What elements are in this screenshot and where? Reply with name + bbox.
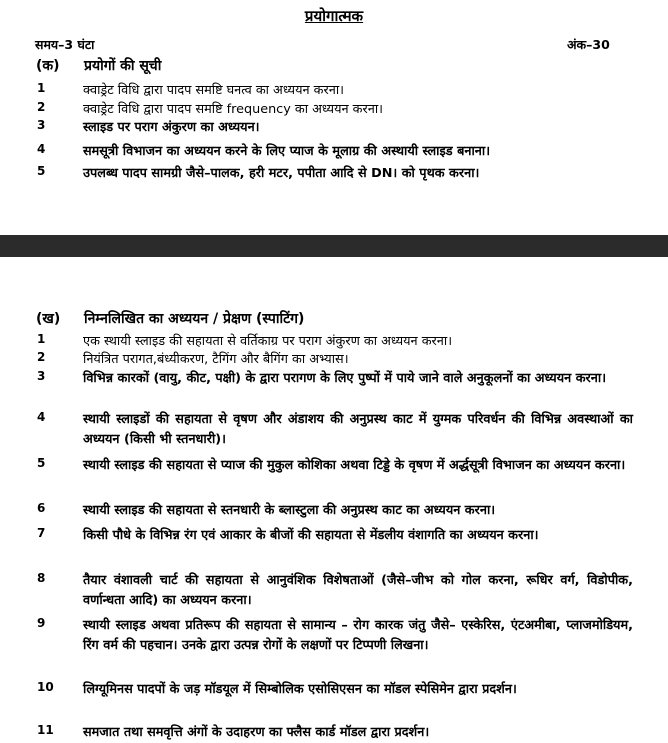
page-title: प्रयोगात्मक: [304, 7, 364, 25]
section-b-title: निम्नलिखित का अध्ययन / प्रेक्षण (स्पाटिंग): [84, 311, 305, 327]
page-divider: [0, 235, 668, 257]
section-a-label: (क): [36, 58, 60, 74]
section-b-label: (ख): [36, 311, 61, 327]
total-marks: अंक–30: [567, 37, 610, 52]
exam-duration: समय–3 घंटा: [35, 37, 95, 52]
section-a-title: प्रयोगों की सूची: [84, 58, 162, 74]
